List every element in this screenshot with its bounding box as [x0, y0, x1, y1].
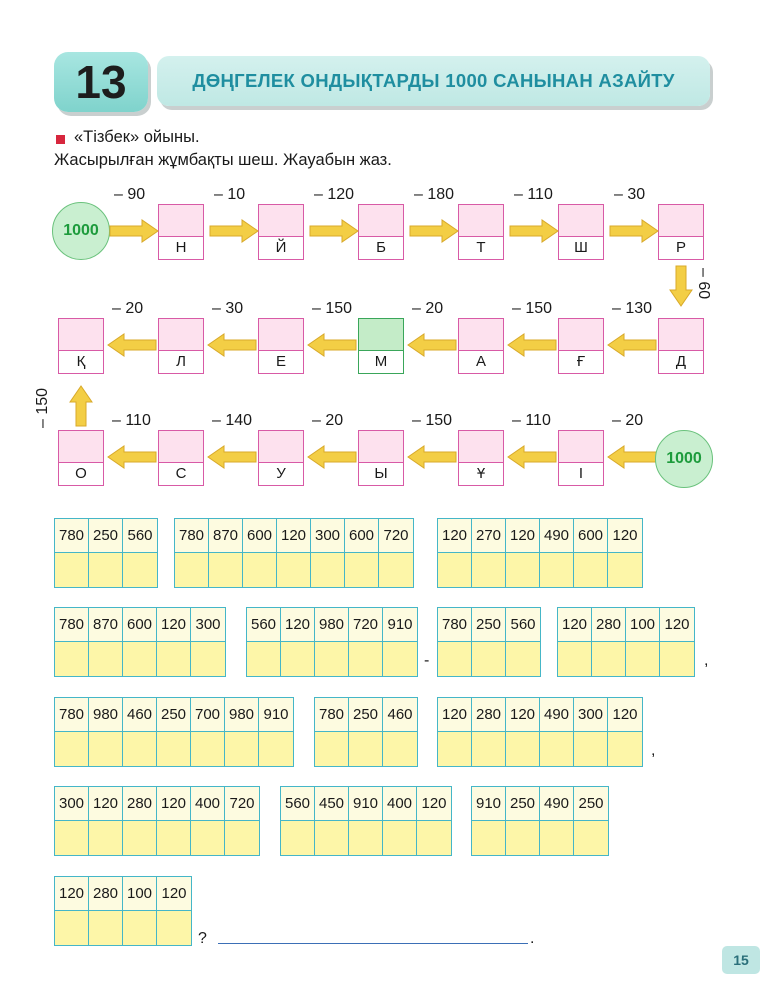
- chain-box-blank[interactable]: [559, 319, 603, 353]
- grid-answer-cell[interactable]: [191, 732, 225, 766]
- grid-answer-cell[interactable]: [311, 553, 345, 587]
- subtract-label: – 180: [414, 186, 455, 203]
- chain-box[interactable]: [58, 430, 104, 486]
- grid-answer-cell[interactable]: [225, 821, 259, 855]
- answer-grid: [437, 518, 643, 588]
- subtract-label: – 150: [512, 300, 553, 317]
- chain-letter: Л: [159, 350, 203, 373]
- grid-number: 910: [349, 787, 383, 821]
- chain-box-blank[interactable]: [159, 319, 203, 353]
- chain-letter: М: [359, 350, 403, 373]
- chain-letter: С: [159, 462, 203, 485]
- chain-arrow-icon: [410, 220, 458, 242]
- grid-number: 300: [311, 519, 345, 553]
- grid-number: 280: [592, 608, 626, 642]
- subtract-label: – 60: [695, 268, 712, 300]
- grid-answer-cell[interactable]: [191, 821, 225, 855]
- grid-number: 100: [626, 608, 660, 642]
- grid-number: 600: [123, 608, 157, 642]
- task-instruction: Жасырылған жұмбақты шеш. Жауабын жаз.: [54, 151, 392, 169]
- grid-number: 250: [157, 698, 191, 732]
- grid-answer-cell[interactable]: [383, 732, 417, 766]
- grid-number: 720: [379, 519, 413, 553]
- subtract-label: – 140: [212, 412, 253, 429]
- subtract-label: – 110: [112, 412, 151, 429]
- grid-answer-cell[interactable]: [540, 732, 574, 766]
- chain-box-blank[interactable]: [359, 319, 403, 353]
- chain-letter: У: [259, 462, 303, 485]
- chain-box[interactable]: [658, 318, 704, 374]
- chain-box[interactable]: [258, 204, 304, 260]
- chain-box-blank[interactable]: [459, 205, 503, 239]
- chain-box[interactable]: [458, 204, 504, 260]
- grid-answer-cell[interactable]: [438, 732, 472, 766]
- grid-answer-cell[interactable]: [345, 553, 379, 587]
- grid-number: 250: [574, 787, 608, 821]
- chain-box[interactable]: [358, 204, 404, 260]
- chain-box-blank[interactable]: [359, 205, 403, 239]
- answer-grid: [314, 697, 418, 767]
- grid-number: 910: [472, 787, 506, 821]
- grid-number: 980: [225, 698, 259, 732]
- chain-arrow-icon: [70, 386, 92, 426]
- answer-grid: [54, 518, 158, 588]
- grid-answer-cell[interactable]: [383, 821, 417, 855]
- grid-answer-cell[interactable]: [157, 911, 191, 945]
- chain-box[interactable]: [558, 204, 604, 260]
- chain-box[interactable]: [58, 318, 104, 374]
- chain-box[interactable]: [158, 204, 204, 260]
- subtract-label: – 30: [614, 186, 646, 203]
- grid-number: 120: [438, 519, 472, 553]
- grid-number: 120: [506, 698, 540, 732]
- chain-box[interactable]: [558, 318, 604, 374]
- grid-answer-cell[interactable]: [123, 553, 157, 587]
- chain-arrow-icon: [408, 334, 456, 356]
- grid-number: 700: [191, 698, 225, 732]
- subtract-label: – 150: [312, 300, 353, 317]
- chain-box-blank[interactable]: [59, 431, 103, 465]
- lesson-number-badge: 13: [54, 52, 148, 112]
- chain-letter: Е: [259, 350, 303, 373]
- grid-number: 270: [472, 519, 506, 553]
- grid-number: 120: [438, 698, 472, 732]
- chain-box[interactable]: [458, 430, 504, 486]
- chain-arrow-icon: [610, 220, 658, 242]
- chain-box-blank[interactable]: [659, 205, 703, 239]
- grid-number: 120: [417, 787, 451, 821]
- grid-answer-cell[interactable]: [281, 642, 315, 676]
- grid-answer-cell[interactable]: [349, 821, 383, 855]
- grid-number: 250: [506, 787, 540, 821]
- chain-arrow-icon: [608, 334, 656, 356]
- chain-letter: Ғ: [559, 350, 603, 373]
- chain-letter: Ұ: [459, 462, 503, 485]
- answer-grid: [437, 607, 541, 677]
- grid-answer-cell[interactable]: [123, 732, 157, 766]
- grid-answer-cell[interactable]: [379, 553, 413, 587]
- chain-arrow-icon: [108, 334, 156, 356]
- chain-letter: Д: [659, 350, 703, 373]
- grid-answer-cell[interactable]: [438, 642, 472, 676]
- chain-box-blank[interactable]: [659, 319, 703, 353]
- chain-box-blank[interactable]: [459, 319, 503, 353]
- grid-answer-cell[interactable]: [506, 553, 540, 587]
- grid-answer-cell[interactable]: [349, 642, 383, 676]
- chain-box[interactable]: [458, 318, 504, 374]
- grid-answer-cell[interactable]: [89, 911, 123, 945]
- chain-letter: Б: [359, 236, 403, 259]
- grid-answer-cell[interactable]: [259, 732, 293, 766]
- grid-answer-cell[interactable]: [123, 911, 157, 945]
- lesson-title: ДӨҢГЕЛЕК ОНДЫҚТАРДЫ 1000 САНЫНАН АЗАЙТУ: [157, 56, 710, 106]
- grid-number: 120: [660, 608, 694, 642]
- grid-number: 780: [438, 608, 472, 642]
- grid-number: 400: [383, 787, 417, 821]
- subtract-label: – 20: [612, 412, 644, 429]
- chain-box-blank[interactable]: [359, 431, 403, 465]
- chain-letter: Ы: [359, 462, 403, 485]
- chain-box-blank[interactable]: [559, 431, 603, 465]
- grid-answer-cell[interactable]: [123, 642, 157, 676]
- start-number-circle: 1000: [52, 202, 110, 260]
- chain-arrow-icon: [670, 266, 692, 306]
- grid-number: 100: [123, 877, 157, 911]
- comma-mark: ,: [651, 742, 656, 759]
- grid-answer-cell[interactable]: [506, 821, 540, 855]
- grid-answer-cell[interactable]: [89, 821, 123, 855]
- grid-number: 120: [281, 608, 315, 642]
- chain-box-blank[interactable]: [459, 431, 503, 465]
- grid-number: 780: [175, 519, 209, 553]
- grid-answer-cell[interactable]: [55, 821, 89, 855]
- grid-answer-cell[interactable]: [472, 821, 506, 855]
- grid-answer-cell[interactable]: [277, 553, 311, 587]
- grid-answer-cell[interactable]: [540, 821, 574, 855]
- grid-answer-cell[interactable]: [89, 553, 123, 587]
- grid-number: 300: [574, 698, 608, 732]
- answer-grid: [471, 786, 609, 856]
- grid-answer-cell[interactable]: [349, 732, 383, 766]
- subtract-label: – 20: [412, 300, 444, 317]
- grid-number: 120: [277, 519, 311, 553]
- grid-number: 300: [55, 787, 89, 821]
- chain-letter: Р: [659, 236, 703, 259]
- grid-number: 120: [157, 877, 191, 911]
- chain-box[interactable]: [158, 430, 204, 486]
- grid-number: 490: [540, 787, 574, 821]
- grid-answer-cell[interactable]: [209, 553, 243, 587]
- grid-number: 120: [558, 608, 592, 642]
- answer-grid: [557, 607, 695, 677]
- grid-answer-cell[interactable]: [574, 553, 608, 587]
- grid-number: 120: [157, 787, 191, 821]
- grid-answer-cell[interactable]: [540, 553, 574, 587]
- hyphen-mark: -: [424, 652, 430, 669]
- grid-number: 780: [315, 698, 349, 732]
- answer-grid: [437, 697, 643, 767]
- grid-number: 250: [89, 519, 123, 553]
- grid-answer-cell[interactable]: [89, 732, 123, 766]
- grid-answer-cell[interactable]: [506, 732, 540, 766]
- grid-number: 780: [55, 698, 89, 732]
- grid-answer-cell[interactable]: [608, 553, 642, 587]
- grid-number: 870: [89, 608, 123, 642]
- chain-arrow-icon: [308, 446, 356, 468]
- chain-arrow-icon: [110, 220, 158, 242]
- grid-number: 780: [55, 519, 89, 553]
- answer-grid: [54, 876, 192, 946]
- subtract-label: – 110: [514, 186, 553, 203]
- subtract-label: – 110: [512, 412, 551, 429]
- chain-box[interactable]: [558, 430, 604, 486]
- grid-answer-cell[interactable]: [243, 553, 277, 587]
- grid-answer-cell[interactable]: [608, 732, 642, 766]
- grid-answer-cell[interactable]: [123, 821, 157, 855]
- grid-answer-cell[interactable]: [55, 642, 89, 676]
- grid-answer-cell[interactable]: [574, 732, 608, 766]
- answer-line[interactable]: [218, 943, 528, 944]
- chain-box-blank[interactable]: [559, 205, 603, 239]
- grid-answer-cell[interactable]: [157, 732, 191, 766]
- grid-number: 280: [89, 877, 123, 911]
- grid-answer-cell[interactable]: [592, 642, 626, 676]
- chain-arrow-icon: [310, 220, 358, 242]
- chain-arrow-icon: [208, 334, 256, 356]
- chain-letter: Қ: [59, 350, 103, 373]
- grid-number: 120: [157, 608, 191, 642]
- grid-answer-cell[interactable]: [281, 821, 315, 855]
- grid-number: 300: [191, 608, 225, 642]
- chain-letter: Т: [459, 236, 503, 259]
- grid-answer-cell[interactable]: [472, 732, 506, 766]
- chain-box-blank[interactable]: [259, 431, 303, 465]
- grid-answer-cell[interactable]: [417, 821, 451, 855]
- subtract-label: – 150: [412, 412, 453, 429]
- grid-number: 120: [608, 519, 642, 553]
- grid-answer-cell[interactable]: [225, 732, 259, 766]
- period-mark: .: [530, 930, 535, 947]
- grid-number: 600: [574, 519, 608, 553]
- grid-answer-cell[interactable]: [315, 821, 349, 855]
- chain-arrow-icon: [210, 220, 258, 242]
- grid-answer-cell[interactable]: [438, 553, 472, 587]
- grid-answer-cell[interactable]: [315, 732, 349, 766]
- chain-arrow-icon: [510, 220, 558, 242]
- grid-number: 120: [89, 787, 123, 821]
- chain-box-blank[interactable]: [159, 205, 203, 239]
- grid-answer-cell[interactable]: [660, 642, 694, 676]
- grid-answer-cell[interactable]: [574, 821, 608, 855]
- chain-arrow-icon: [408, 446, 456, 468]
- grid-answer-cell[interactable]: [626, 642, 660, 676]
- grid-number: 910: [259, 698, 293, 732]
- subtract-label: – 90: [114, 186, 146, 203]
- subtract-label: – 10: [214, 186, 246, 203]
- chain-box[interactable]: [358, 430, 404, 486]
- grid-answer-cell[interactable]: [89, 642, 123, 676]
- grid-answer-cell[interactable]: [157, 821, 191, 855]
- grid-number: 910: [383, 608, 417, 642]
- chain-arrow-icon: [208, 446, 256, 468]
- grid-answer-cell[interactable]: [472, 642, 506, 676]
- answer-grid: [54, 697, 294, 767]
- answer-grid: [280, 786, 452, 856]
- grid-number: 250: [472, 608, 506, 642]
- grid-number: 490: [540, 698, 574, 732]
- grid-answer-cell[interactable]: [55, 732, 89, 766]
- grid-number: 560: [506, 608, 540, 642]
- chain-box[interactable]: [158, 318, 204, 374]
- chain-box-blank[interactable]: [259, 319, 303, 353]
- grid-number: 600: [243, 519, 277, 553]
- chain-arrow-icon: [508, 446, 556, 468]
- grid-number: 780: [55, 608, 89, 642]
- grid-number: 250: [349, 698, 383, 732]
- grid-answer-cell[interactable]: [175, 553, 209, 587]
- grid-answer-cell[interactable]: [191, 642, 225, 676]
- grid-answer-cell[interactable]: [55, 911, 89, 945]
- chain-box-blank[interactable]: [259, 205, 303, 239]
- grid-number: 400: [191, 787, 225, 821]
- grid-number: 560: [247, 608, 281, 642]
- grid-answer-cell[interactable]: [315, 642, 349, 676]
- chain-box[interactable]: [258, 430, 304, 486]
- chain-arrow-icon: [608, 446, 656, 468]
- grid-number: 120: [608, 698, 642, 732]
- chain-box-blank[interactable]: [159, 431, 203, 465]
- grid-number: 560: [123, 519, 157, 553]
- chain-letter: Й: [259, 236, 303, 259]
- grid-answer-cell[interactable]: [558, 642, 592, 676]
- page-number: 15: [722, 946, 760, 974]
- chain-letter: А: [459, 350, 503, 373]
- grid-number: 280: [472, 698, 506, 732]
- subtract-label: – 150: [34, 387, 51, 428]
- chain-box-blank[interactable]: [59, 319, 103, 353]
- grid-number: 870: [209, 519, 243, 553]
- chain-letter: І: [559, 462, 603, 485]
- grid-number: 490: [540, 519, 574, 553]
- answer-grid: [54, 607, 226, 677]
- chain-box[interactable]: [658, 204, 704, 260]
- chain-arrow-icon: [508, 334, 556, 356]
- grid-answer-cell[interactable]: [472, 553, 506, 587]
- grid-answer-cell[interactable]: [383, 642, 417, 676]
- subtract-label: – 20: [312, 412, 344, 429]
- grid-number: 460: [123, 698, 157, 732]
- grid-answer-cell[interactable]: [55, 553, 89, 587]
- grid-number: 460: [383, 698, 417, 732]
- grid-number: 450: [315, 787, 349, 821]
- chain-letter: О: [59, 462, 103, 485]
- grid-answer-cell[interactable]: [157, 642, 191, 676]
- task-title: «Тізбек» ойыны.: [74, 128, 200, 146]
- grid-answer-cell[interactable]: [247, 642, 281, 676]
- subtract-label: – 120: [314, 186, 355, 203]
- chain-box[interactable]: [358, 318, 404, 374]
- chain-arrow-icon: [308, 334, 356, 356]
- bullet-marker: [56, 135, 65, 144]
- start-number-circle: 1000: [655, 430, 713, 488]
- grid-number: 280: [123, 787, 157, 821]
- chain-letter: Н: [159, 236, 203, 259]
- chain-arrow-icon: [108, 446, 156, 468]
- grid-number: 560: [281, 787, 315, 821]
- grid-number: 980: [89, 698, 123, 732]
- grid-number: 120: [506, 519, 540, 553]
- grid-number: 600: [345, 519, 379, 553]
- answer-grid: [54, 786, 260, 856]
- chain-letter: Ш: [559, 236, 603, 259]
- question-mark: ?: [198, 930, 207, 947]
- grid-number: 980: [315, 608, 349, 642]
- subtract-label: – 30: [212, 300, 244, 317]
- subtract-label: – 20: [112, 300, 144, 317]
- chain-box[interactable]: [258, 318, 304, 374]
- grid-number: 720: [349, 608, 383, 642]
- grid-answer-cell[interactable]: [506, 642, 540, 676]
- comma-mark: ,: [704, 652, 709, 669]
- answer-grid: [246, 607, 418, 677]
- answer-grid: [174, 518, 414, 588]
- grid-number: 720: [225, 787, 259, 821]
- subtract-label: – 130: [612, 300, 653, 317]
- grid-number: 120: [55, 877, 89, 911]
